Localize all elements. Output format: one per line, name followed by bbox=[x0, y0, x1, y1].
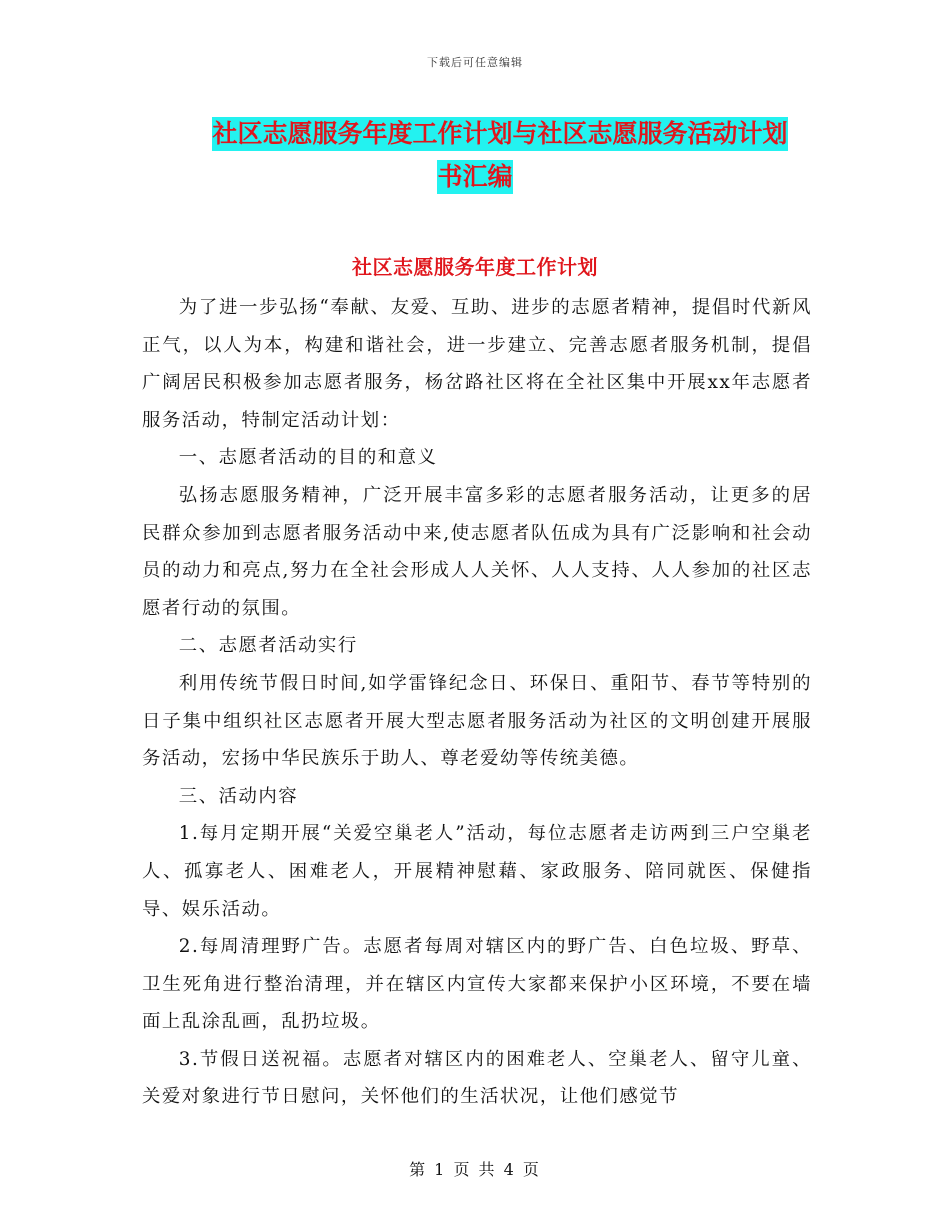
page-number-footer: 第 1 页 共 4 页 bbox=[409, 1160, 541, 1179]
main-title-line-2: 书汇编 bbox=[437, 160, 512, 194]
paragraph-purpose: 弘扬志愿服务精神，广泛开展丰富多彩的志愿者服务活动，让更多的居民群众参加到志愿者服务活动中来,使志愿者队伍成为具有广泛影响和社会动员的动力和亮点,努力在全社会形成人人关怀、人人支持、人人参加的社区志愿者行动的氛围。 bbox=[142, 484, 812, 619]
paragraph-intro: 为了进一步弘扬“奉献、友爱、互助、进步的志愿者精神，提倡时代新风正气，以人为本，构建和谐社会，进一步建立、完善志愿者服务机制，提倡广阔居民积极参加志愿者服务，杨岔路社区将在全社区集中开展xx年志愿者服务活动，特制定活动计划： bbox=[142, 297, 812, 431]
section-title: 社区志愿服务年度工作计划 bbox=[352, 255, 598, 279]
body-content bbox=[142, 289, 812, 1116]
paragraph-implementation: 利用传统节假日时间,如学雷锋纪念日、环保日、重阳节、春节等特别的日子集中组织社区志愿者开展大型志愿者服务活动为社区的文明创建开展服务活动，宏扬中华民族乐于助人、尊老爱幼等传统美德。 bbox=[142, 672, 812, 770]
heading-activities: 三、活动内容 bbox=[178, 785, 299, 807]
heading-purpose: 一、志愿者活动的目的和意义 bbox=[178, 447, 438, 469]
main-title-line-1: 社区志愿服务年度工作计划与社区志愿服务活动计划 bbox=[212, 117, 787, 151]
paragraph-activity-2: 2.每周清理野广告。志愿者每周对辖区内的野广告、白色垃圾、野草、卫生死角进行整治清理，并在辖区内宣传大家都来保护小区环境，不要在墙面上乱涂乱画，乱扔垃圾。 bbox=[142, 936, 812, 1033]
main-title bbox=[0, 112, 950, 198]
paragraph-activity-1: 1.每月定期开展“关爱空巢老人”活动，每位志愿者走访两到三户空巢老人、孤寡老人、困难老人，开展精神慰藉、家政服务、陪同就医、保健指导、娱乐活动。 bbox=[142, 823, 812, 920]
header-note: 下载后可任意编辑 bbox=[427, 56, 523, 69]
heading-implementation: 二、志愿者活动实行 bbox=[178, 635, 358, 657]
paragraph-activity-3: 3.节假日送祝福。志愿者对辖区内的困难老人、空巢老人、留守儿童、关爱对象进行节日慰问，关怀他们的生活状况，让他们感觉节 bbox=[142, 1048, 812, 1108]
